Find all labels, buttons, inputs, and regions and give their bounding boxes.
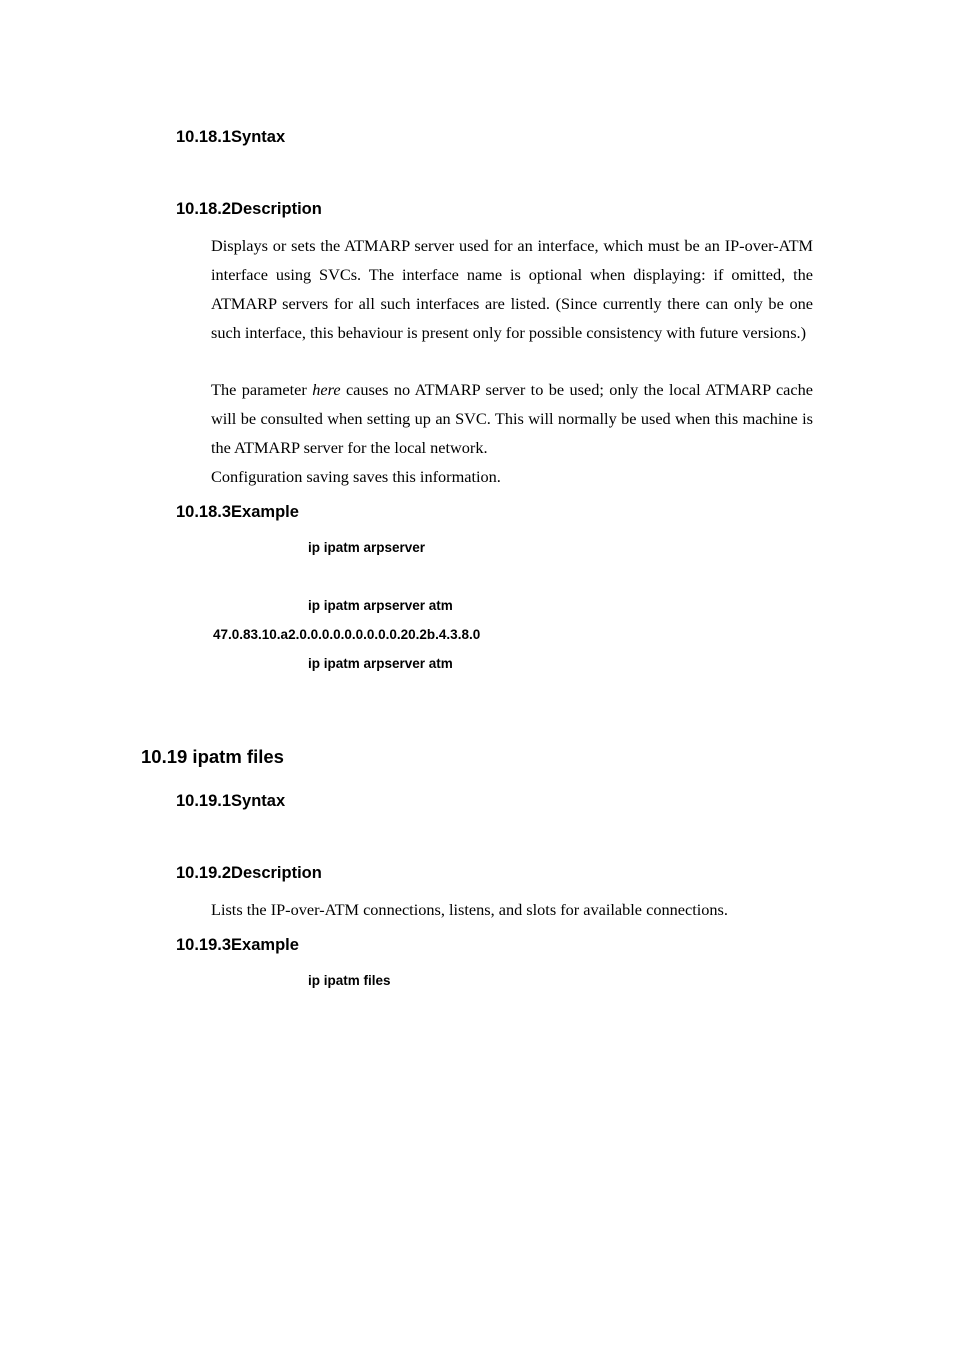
example-line: ip ipatm arpserver atm [308,598,453,613]
para2-text-before: The parameter [211,380,313,399]
para2-text-after: causes no ATMARP server to be used; only the local ATMARP cache will be consulted when setting up an SVC. This will normally be used when this machine is the ATMARP server for the local network. [211,380,814,457]
heading-10-18-1-syntax: 10.18.1Syntax [176,128,286,146]
heading-10-19-2-description: 10.19.2Description [176,864,322,882]
example-line: ip ipatm arpserver atm [308,656,453,671]
description-paragraph-arpserver-1: Displays or sets the ATMARP server used for an interface, which must be an IP-over-ATM interface using SVCs. The interface name is optional when displaying: if omitted, the ATMARP servers for all such interfaces are listed. (Since currently there can only be one such interface, this behaviour is present only for possible consistency with future versions.) [211,236,813,342]
description-paragraph-arpserver-3: Configuration saving saves this information. [211,467,501,486]
param-here-italic: here [312,380,341,399]
section-title-10-19: 10.19 ipatm files [141,746,284,767]
heading-10-19-3-example: 10.19.3Example [176,936,299,954]
description-paragraph-arpserver-2 [211,375,813,462]
example-line: ip ipatm arpserver [308,540,426,555]
heading-10-19-1-syntax: 10.19.1Syntax [176,792,286,810]
example-line-atm-address: 47.0.83.10.a2.0.0.0.0.0.0.0.0.0.20.2b.4.3.8.0 [213,627,481,642]
heading-10-18-3-example: 10.18.3Example [176,503,299,521]
description-paragraph-files: Lists the IP-over-ATM connections, listens, and slots for available connections. [211,900,728,919]
example-line: ip ipatm files [308,973,391,988]
heading-10-18-2-description: 10.18.2Description [176,200,322,218]
